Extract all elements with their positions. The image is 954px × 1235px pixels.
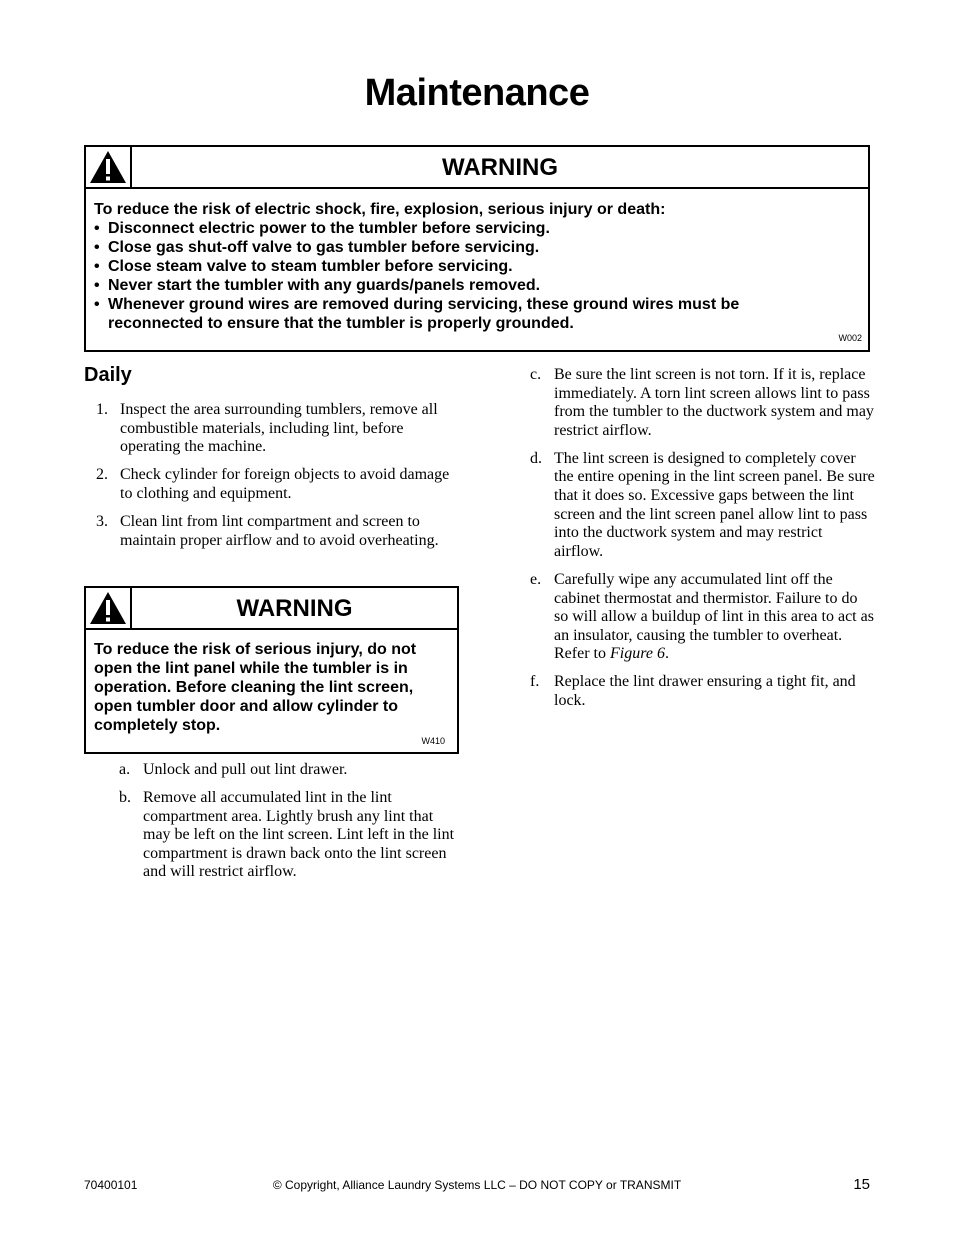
footer-copyright: © Copyright, Alliance Laundry Systems LLC – DO NOT COPY or TRANSMIT xyxy=(272,1178,682,1192)
list-item: b. Remove all accumulated lint in the lint compartment area. Lightly brush any lint that may be left on the lint screen. Lint left in the lint compartment is drawn back onto the lint screen and will restrict airflow. xyxy=(119,789,455,881)
figure-reference-link[interactable]: Figure 6 xyxy=(609,645,665,663)
warning-heading: WARNING xyxy=(442,154,558,181)
warning-icon-cell xyxy=(86,588,132,628)
warning-box-electrical xyxy=(84,145,870,352)
warning-header xyxy=(86,147,868,189)
warning-bullet: • Close gas shut-off valve to gas tumbler before servicing. xyxy=(94,239,540,256)
lint-substeps-left xyxy=(119,761,459,892)
list-item: c. Be sure the lint screen is not torn. If it is, replace immediately. A torn lint screen allows lint to pass from the tumbler to the ductwork system and may restrict airflow. xyxy=(530,366,874,439)
warning-triangle-icon xyxy=(89,150,127,184)
list-item: 2. Check cylinder for foreign objects to avoid damage to clothing and equipment. xyxy=(96,466,450,502)
footer-doc-number: 70400101 xyxy=(84,1178,138,1192)
warning-body xyxy=(94,200,814,333)
warning-code: W410 xyxy=(421,736,445,746)
warning-header xyxy=(86,588,457,630)
warning-heading: WARNING xyxy=(236,595,353,622)
warning-triangle-icon xyxy=(89,591,127,625)
warning-box-lint xyxy=(84,586,459,754)
list-item: 1. Inspect the area surrounding tumblers, remove all combustible materials, including lint, before operating the machine. xyxy=(96,401,438,456)
list-item: d. The lint screen is designed to completely cover the entire opening in the lint screen panel. Be sure that it does so. Excessive gaps between the lint screen and the lint screen panel allow lint to pass into the ductwork system and may restrict airflow. xyxy=(530,449,875,560)
warning-bullet: • Whenever ground wires are removed during servicing, these ground wires must be reconnected to ensure that the tumbler is properly grounded. xyxy=(94,296,740,332)
list-item: f. Replace the lint drawer ensuring a tight fit, and lock. xyxy=(530,673,856,709)
lint-substeps-right xyxy=(530,366,875,720)
page-title: Maintenance xyxy=(364,72,590,114)
list-item: e. Carefully wipe any accumulated lint off the cabinet thermostat and thermistor. Failure to do so will allow a buildup of lint in this area to act as an insulator, causing the tumbler to overheat. Refer to Figure 6. xyxy=(530,570,874,663)
section-heading-daily: Daily xyxy=(84,364,132,386)
list-item: 3. Clean lint from lint compartment and screen to maintain proper airflow and to avoid overheating. xyxy=(96,512,439,549)
warning-bullet: • Never start the tumbler with any guards/panels removed. xyxy=(94,277,541,294)
warning-body: To reduce the risk of serious injury, do not open the lint panel while the tumbler is in operation. Before cleaning the lint screen, open tumbler door and allow cylinder to completely stop. xyxy=(94,641,417,734)
daily-steps-list xyxy=(96,401,460,560)
warning-code: W002 xyxy=(838,333,862,343)
list-item: a. Unlock and pull out lint drawer. xyxy=(119,761,348,778)
warning-icon-cell xyxy=(86,147,132,187)
warning-bullet: • Close steam valve to steam tumbler before servicing. xyxy=(94,258,513,275)
warning-bullet: • Disconnect electric power to the tumbler before servicing. xyxy=(94,220,550,237)
warning-intro: To reduce the risk of electric shock, fire, explosion, serious injury or death: xyxy=(94,201,666,218)
footer-page-number: 15 xyxy=(853,1176,870,1193)
